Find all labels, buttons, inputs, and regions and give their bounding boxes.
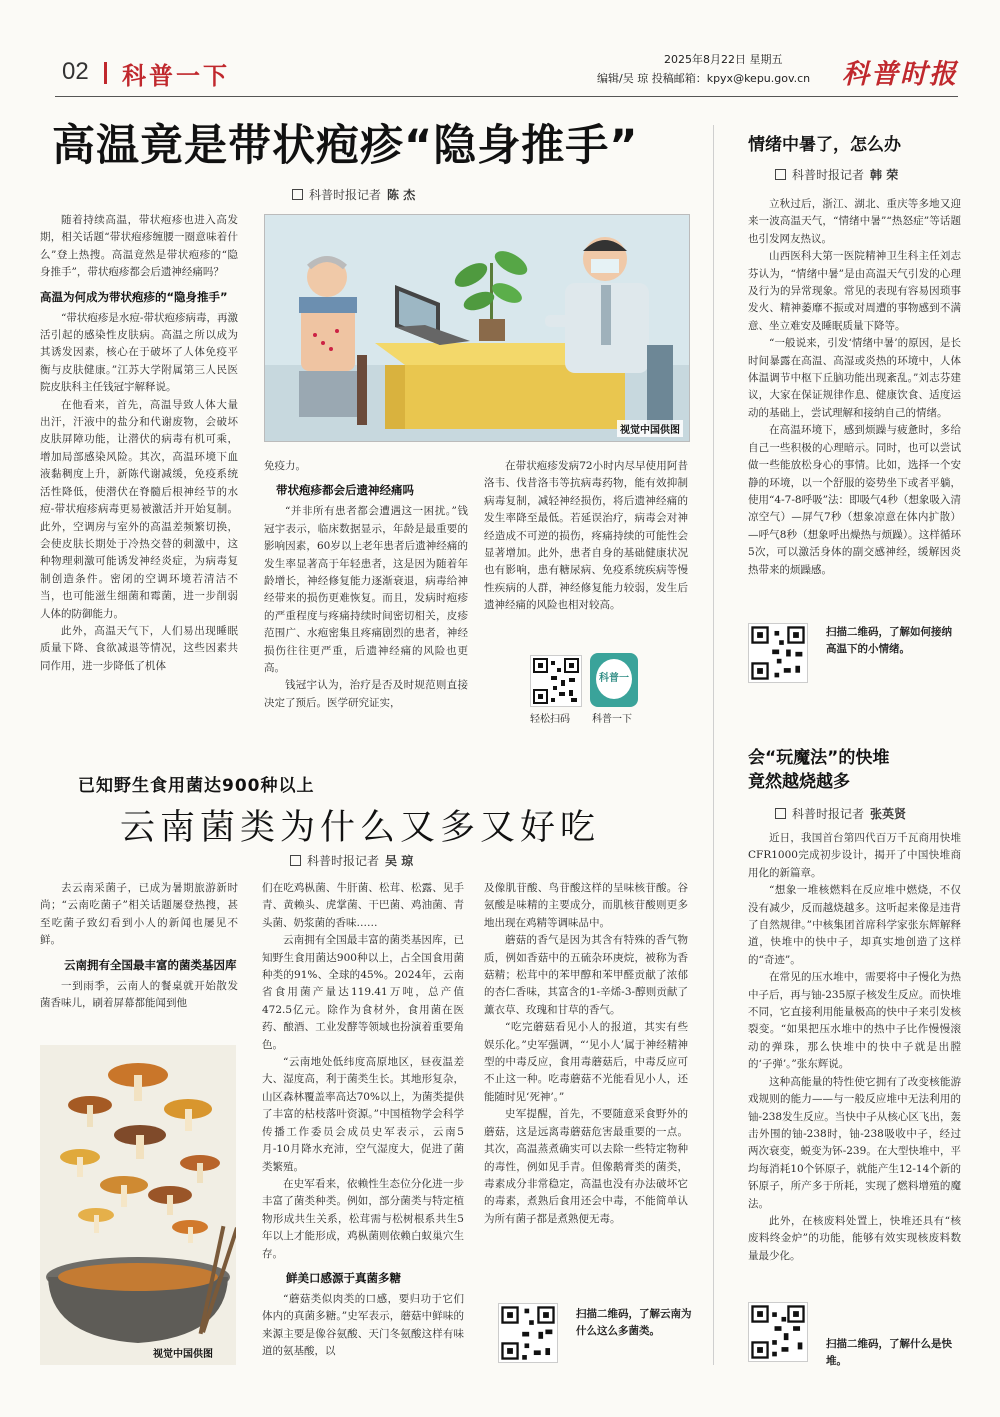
main-col2-start: 免疫力。 — [264, 460, 306, 472]
main-column-1 — [40, 212, 238, 728]
header-divider — [104, 62, 107, 84]
main-column-2 — [264, 458, 468, 728]
mushroom-credit: 视觉中国供图 — [153, 1349, 213, 1360]
yunnan-headline: 云南菌类为什么又多又好吃 — [120, 808, 601, 848]
main-subhead-2: 带状疱疹都会后遗神经痛吗 — [276, 483, 414, 498]
illustration-svg — [265, 215, 689, 441]
yunnan-kicker: 已知野生食用菌达900种以上 — [78, 776, 315, 796]
main-column-3 — [484, 458, 688, 648]
yunnan-column-1 — [40, 880, 238, 1040]
sidebar2-scan-text: 扫描二维码，了解什么是快堆。 — [826, 1338, 952, 1367]
main-para-5: 钱冠宇认为，治疗是否及时规范则直接决定了预后。医学研究证实， — [264, 679, 468, 709]
sidebar1-para-2: 山西医科大第一医院精神卫生科主任刘志芬认为，“情绪中暑”是由高温天气引发的心理及行为的异常现象。常见的表现有容易因琐事发火、精神萎靡不振或对周遭的事物感到不满意、坐立难安及睡眠质量下降等。 — [748, 250, 961, 332]
qr-code-yunnan[interactable] — [498, 1303, 558, 1363]
logo-text: 科普一 — [596, 659, 632, 699]
sidebar1-para-4: 在高温环境下，感到烦躁与疲惫时，多给自己一些积极的心理暗示。同时，也可以尝试做一些能放松身心的事情。比如，选择一个安静的环境，以一个舒服的姿势坐下或者平躺，使用“4-7-8呼吸”法：即吸气4秒（想象吸入清凉空气）—屏气7秒（想象凉意在体内扩散）—呼气8秒（想象呼出燥热与烦躁）。这样循环5次，可以激活身体的副交感神经，缓解因炎热带来的烦躁感。 — [748, 424, 961, 576]
yunnan-subhead-2: 鲜美口感源于真菌多糖 — [286, 1270, 401, 1285]
main-para-4: “并非所有患者都会遭遇这一困扰。”钱冠宇表示，临床数据显示，年龄是最重要的影响因素，60岁以上老年患者后遗神经痛的发生率显著高于年轻患者，这是因为随着年龄增长，神经修复能力逐渐衰退，病毒给神经带来的损伤更难恢复。而且，发病时疱疹的严重程度与疼痛持续时间密切相关，皮疹范围广、水疱密集且疼痛剧烈的患者，神经损伤往往更严重，后遗神经痛的风险也更高。 — [264, 505, 468, 675]
yunnan-column-2 — [262, 880, 464, 1366]
qr-code-icon — [749, 1303, 807, 1361]
sidebar2-byline: 科普时报记者 张英贤 — [775, 805, 906, 822]
sidebar1-para-1: 立秋过后，浙江、湖北、重庆等多地又迎来一波高温天气，“情绪中暑”“热怒症”等话题也引发网友热议。 — [748, 198, 961, 245]
yunnan-byline: 科普时报记者 吴 琼 — [290, 852, 413, 869]
qr-code-icon — [749, 624, 807, 682]
doctor-patient-illustration — [264, 214, 690, 442]
sidebar1-para-3: “一般说来，引发‘情绪中暑’的原因，是长时间暴露在高温、高湿或炎热的环境中，人体体温调节中枢下丘脑功能出现紊乱。”刘志芬建议，大家在保证规律作息、健康饮食、适度运动的基础上，尝试理解和接纳自己的情绪。 — [748, 337, 961, 419]
sidebar2-body — [748, 830, 961, 1282]
mushroom-svg — [40, 1045, 236, 1365]
yunnan-col2-para-4: “蘑菇类似肉类的口感，要归功于它们体内的真菌多糖。”史军表示，蘑菇中鲜味的来源主要是像谷氨酸、天门冬氨酸这样有味道的氨基酸，以 — [262, 1292, 464, 1358]
sidebar1-scan-text: 扫描二维码，了解如何接纳高温下的小情绪。 — [826, 626, 952, 655]
sidebar2-para-3: 在常见的压水堆中，需要将中子慢化为热中子后，再与铀-235原子核发生反应。而快堆不同，它直接利用能量极高的快中子来引发核裂变。“如果把压水堆中的热中子比作慢慢滚动的弹珠，那么快堆中的快中子就是出膛的‘子弹’。”张东辉说。 — [748, 971, 961, 1071]
sidebar2-para-5: 此外，在核废料处置上，快堆还具有“核废料终金炉”的功能，能够有效实现核废料数量最少化。 — [748, 1214, 961, 1262]
editor-line: 编辑/吴 琼 投稿邮箱：kpyx@kepu.gov.cn — [597, 72, 811, 85]
qr-code-icon — [531, 656, 581, 706]
qr-label-scan: 轻松扫码 — [530, 714, 570, 725]
yunnan-subhead-1: 云南拥有全国最丰富的菌类基因库 — [64, 957, 237, 972]
yunnan-lead: 去云南采菌子，已成为暑期旅游新时尚；“云南吃菌子”相关话题屡登热搜，甚至吃菌子致幻看到小人的新闻也屡见不鲜。 — [40, 882, 238, 947]
qr-code-main[interactable] — [530, 655, 582, 707]
sidebar2-title-line1: 会“玩魔法”的快堆 — [748, 748, 890, 768]
qr-label-kepu: 科普一下 — [592, 714, 632, 725]
issue-date: 2025年8月22日 星期五 — [664, 53, 783, 66]
yunnan-col2-para-0: 们在吃鸡枞菌、牛肝菌、松茸、松露、见手青、黄赖头、虎掌菌、干巴菌、鸡油菌、青头菌、奶浆菌的香味…… — [262, 882, 464, 929]
sidebar1-title: 情绪中暑了，怎么办 — [748, 135, 901, 155]
page-number: 02 — [62, 58, 89, 85]
yunnan-col3-para-3: “吃完蘑菇看见小人的报道，其实有些娱乐化。”史军强调，“‘见小人’属于神经精神型的中毒反应，食用毒蘑菇后，中毒反应可不止这一种。吃毒蘑菇不光能看见小人，还能随时见‘死神’。” — [484, 1021, 688, 1103]
yunnan-col2-para-1: 云南拥有全国最丰富的菌类基因库，已知野生食用菌达900种以上，占全国食用菌种类的91%、全球的45%。2024年，云南省食用菌产量达119.41万吨，总产值472.5亿元。除作为食材外，食用菌在医药、酿酒、工业发酵等领域也扮演着重要角色。 — [262, 934, 464, 1051]
yunnan-scan-text: 扫描二维码，了解云南为什么这么多菌类。 — [576, 1308, 692, 1337]
yunnan-col2-para-2: “云南地处低纬度高原地区，昼夜温差大、湿度高，利于菌类生长。其地形复杂，山区森林覆盖率高达70%以上，为菌类提供了丰富的枯枝落叶资源。”中国植物学会科学传播工作委员会成员史军表示，云南5月-10月降水充沛，空气湿度大，促进了菌类繁殖。 — [262, 1056, 464, 1173]
yunnan-col2-para-3: 在史军看来，依赖性生态位分化进一步丰富了菌类种类。例如，部分菌类与特定植物形成共生关系，松茸需与松树根系共生5年以上才能形成，鸡枞菌则依赖白蚁巢穴生存。 — [262, 1177, 464, 1260]
main-col3: 在带状疱疹发病72小时内尽早使用阿昔洛韦、伐昔洛韦等抗病毒药物，能有效抑制病毒复制，减轻神经损伤，将后遗神经痛的发生率降至最低。若延误治疗，病毒会对神经造成不可逆的损伤，疼痛持续的可能性会显著增加。此外，患者自身的基础健康状况也有影响，患有糖尿病、免疫系统疾病等慢性疾病的人群，神经修复能力较弱，发生后遗神经痛的风险也相对较高。 — [484, 460, 688, 612]
sidebar2-title-line2: 竟然越烧越多 — [748, 772, 850, 792]
column-rule — [713, 125, 714, 1365]
sidebar2-para-4: 这种高能量的特性使它拥有了改变核能游戏规则的能力——与一般反应堆中无法利用的铀-238发生反应。当快中子从核心区飞出，轰击外围的铀-238时，铀-238吸收中子，经过两次衰变，蜕变为钚-239。在大型快堆中，平均每消耗10个钚原子，就能产生12-14个新的钚原子，所产多于所耗，实现了燃料增殖的魔法。 — [748, 1075, 961, 1210]
illustration-credit: 视觉中国供图 — [617, 420, 683, 437]
yunnan-para-1: 一到雨季，云南人的餐桌就开始散发菌香味儿，刷着屏幕都能闻到他 — [40, 979, 238, 1010]
yunnan-col3-para-2: 蘑菇的香气是因为其含有特殊的香气物质，例如香菇中的五硫杂环庚烷，被称为香菇精；松茸中的苯甲醇和苯甲醛贡献了浓郁的杏仁香味，其富含的1-辛烯-3-醇则贡献了薰衣草、玫瑰和甘草的香气。 — [484, 934, 688, 1016]
masthead-logo: 科普时报 — [842, 59, 958, 90]
yunnan-column-3 — [484, 880, 688, 1286]
sidebar1-byline: 科普时报记者 韩 荣 — [775, 166, 898, 183]
main-headline: 高温竟是带状疱疹“隐身推手” — [52, 121, 639, 171]
byline-box-icon — [290, 855, 301, 866]
mushroom-pot-illustration — [40, 1045, 236, 1365]
sidebar2-para-1: 近日，我国首台第四代百万千瓦商用快堆CFR1000完成初步设计，揭开了中国快堆商用化的新篇章。 — [748, 832, 961, 879]
sidebar1-body — [748, 196, 961, 606]
main-byline: 科普时报记者 陈 杰 — [292, 186, 415, 203]
kepu-yixia-logo[interactable] — [590, 653, 638, 707]
qr-code-icon — [499, 1304, 557, 1362]
yunnan-col3-para-1: 及像肌苷酸、鸟苷酸这样的呈味核苷酸。谷氨酸是味精的主要成分，而肌核苷酸则更多地出现在鸡精等调味品中。 — [484, 882, 688, 929]
qr-code-sidebar2[interactable] — [748, 1302, 808, 1362]
yunnan-col3-para-4: 史军提醒，首先，不要随意采食野外的蘑菇，这是远离毒蘑菇危害最重要的一点。其次，高温蒸煮确实可以去除一些特定物种的毒性，例如见手青。但像鹅膏类的菌类，毒素成分非常稳定，高温也没有办法破坏它的毒素，煮熟后食用还会中毒，不能简单认为所有菌子都是煮熟便无毒。 — [484, 1108, 688, 1225]
byline-box-icon — [292, 189, 303, 200]
main-lead: 随着持续高温，带状疱疹也进入高发期，相关话题“带状疱疹缠腰一圈意味着什么”登上热搜。高温竟然是带状疱疹的“隐身推手”，带状疱疹都会后遗神经痛吗？ — [40, 214, 238, 279]
qr-code-sidebar1[interactable] — [748, 623, 808, 683]
main-para-1: “带状疱疹是水痘-带状疱疹病毒，再激活引起的感染性皮肤病。高温之所以成为其诱发因素，核心在于破坏了人体免疫平衡与皮肤健康。”江苏大学附属第三人民医院皮肤科主任钱冠宇解释说。 — [40, 311, 238, 394]
sidebar2-para-2: “想象一堆核燃料在反应堆中燃烧，不仅没有减少，反而越烧越多。这听起来像是违背了自然规律。”中核集团首席科学家张东辉解释道，快堆中的快中子，却真实地创造了这样的“奇迹”。 — [748, 884, 961, 966]
section-title: 科普一下 — [122, 62, 230, 90]
header-rule — [55, 96, 958, 97]
byline-box-icon — [775, 169, 786, 180]
main-para-2: 在他看来，首先，高温导致人体大量出汗，汗液中的盐分和代谢废物，会破坏皮肤屏障功能，让潜伏的病毒有机可乘，增加局部感染风险。其次，高温环境下血液黏稠度上升，新陈代谢减缓，免疫系统活性降低，使潜伏在脊髓后根神经节的水痘-带状疱疹病毒更易被激活并开始复制。此外，空调房与室外的高温差频繁切换，会使皮肤长期处于冷热交替的刺激中，这种物理刺激可能诱发神经炎症，为病毒复制创造条件。密闭的空调环境若清洁不当，也可能滋生细菌和霉菌，进一步削弱人体的防御能力。 — [40, 398, 238, 620]
byline-box-icon — [775, 808, 786, 819]
main-subhead-1: 高温为何成为带状疱疹的“隐身推手” — [40, 289, 228, 304]
main-para-3: 此外，高温天气下，人们易出现睡眠质量下降、食欲减退等情况，这些因素共同作用，进一步降低了机体 — [40, 624, 238, 672]
